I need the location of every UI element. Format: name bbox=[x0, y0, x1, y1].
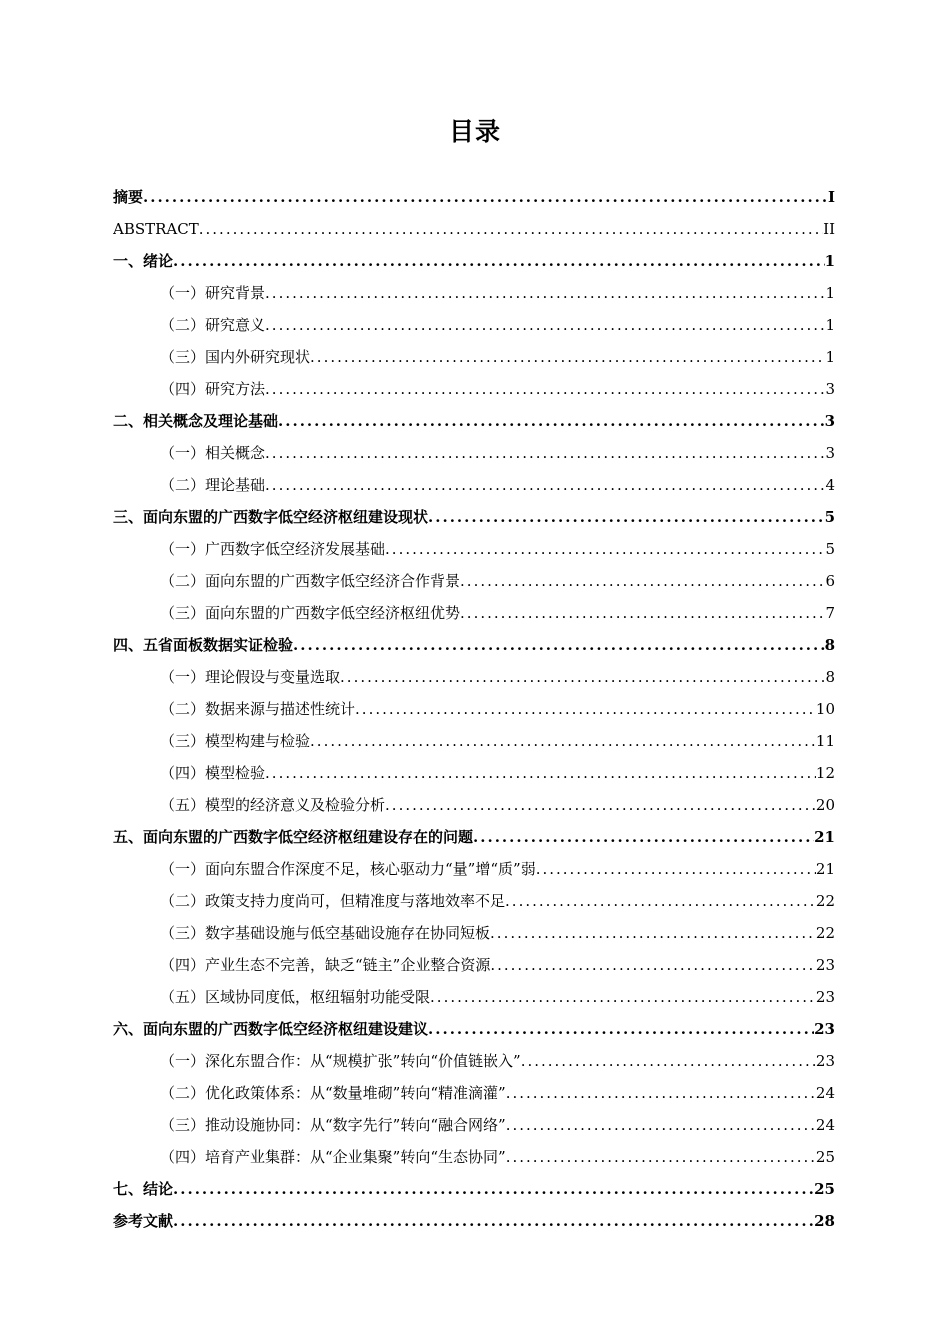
toc-entry[interactable] bbox=[113, 885, 835, 917]
toc-entry-number: （三） bbox=[160, 604, 206, 622]
toc-entry-number: （四） bbox=[160, 956, 206, 974]
toc-leader-dots bbox=[505, 885, 816, 917]
toc-entry-page: 25 bbox=[814, 1180, 835, 1198]
toc-entry-label: 广西数字低空经济发展基础 bbox=[205, 540, 386, 558]
toc-entry[interactable] bbox=[113, 629, 835, 661]
toc-entry[interactable] bbox=[113, 501, 835, 533]
toc-entry[interactable] bbox=[113, 789, 835, 821]
toc-leader-dots bbox=[173, 1173, 814, 1205]
toc-leader-dots bbox=[265, 277, 825, 309]
toc-leader-dots bbox=[490, 949, 816, 981]
toc-entry-number: （四） bbox=[160, 764, 206, 782]
toc-entry[interactable] bbox=[113, 277, 835, 309]
toc-entry-page: 7 bbox=[825, 604, 835, 622]
toc-leader-dots bbox=[265, 437, 825, 469]
toc-entry-label: 深化东盟合作：从“规模扩张”转向“价值链嵌入” bbox=[205, 1052, 521, 1070]
toc-entry-number: （一） bbox=[160, 1052, 206, 1070]
toc-leader-dots bbox=[199, 213, 823, 245]
toc-entry[interactable] bbox=[113, 949, 835, 981]
toc-entry-label: 面向东盟的广西数字低空经济枢纽建设现状 bbox=[143, 508, 429, 526]
toc-entry-number: （四） bbox=[160, 380, 206, 398]
toc-entry-label: 理论基础 bbox=[205, 476, 266, 494]
toc-entry-label: 模型构建与检验 bbox=[205, 732, 311, 750]
toc-entry-label: 参考文献 bbox=[113, 1212, 174, 1230]
toc-entry-page: 23 bbox=[815, 1052, 835, 1070]
toc-entry-page: 11 bbox=[815, 732, 835, 750]
toc-entry-number: （三） bbox=[160, 1116, 206, 1134]
toc-entry-page: 23 bbox=[815, 988, 835, 1006]
toc-leader-dots bbox=[385, 533, 825, 565]
toc-entry[interactable] bbox=[113, 853, 835, 885]
toc-leader-dots bbox=[143, 181, 828, 213]
toc-entry-label: 面向东盟的广西数字低空经济枢纽建设存在的问题 bbox=[143, 828, 474, 846]
toc-entry[interactable] bbox=[113, 725, 835, 757]
toc-entry-label: 模型的经济意义及检验分析 bbox=[205, 796, 386, 814]
toc-entry-number: （二） bbox=[160, 316, 206, 334]
toc-entry-page: II bbox=[823, 220, 835, 238]
toc-leader-dots bbox=[506, 1109, 816, 1141]
toc-entry-label: 五省面板数据实证检验 bbox=[143, 636, 294, 654]
toc-leader-dots bbox=[265, 757, 816, 789]
toc-leader-dots bbox=[310, 725, 816, 757]
toc-leader-dots bbox=[521, 1045, 816, 1077]
toc-entry-page: 21 bbox=[815, 860, 835, 878]
toc-entry[interactable] bbox=[113, 437, 835, 469]
toc-leader-dots bbox=[506, 1077, 816, 1109]
toc-entry[interactable] bbox=[113, 373, 835, 405]
toc-entry-page: 3 bbox=[824, 412, 835, 430]
toc-entry-label: 产业生态不完善，缺乏“链主”企业整合资源 bbox=[205, 956, 491, 974]
toc-leader-dots bbox=[490, 917, 816, 949]
toc-entry-label: 研究背景 bbox=[205, 284, 266, 302]
toc-entry-number: （一） bbox=[160, 540, 206, 558]
toc-entry-number: （五） bbox=[160, 796, 206, 814]
toc-entry[interactable] bbox=[113, 981, 835, 1013]
toc-entry-label: 数据来源与描述性统计 bbox=[205, 700, 356, 718]
toc-entry-page: 23 bbox=[815, 956, 835, 974]
toc-entry-number: （二） bbox=[160, 892, 206, 910]
toc-entry-number: 四、 bbox=[113, 636, 144, 654]
toc-entry-label: 研究方法 bbox=[205, 380, 266, 398]
toc-entry[interactable] bbox=[113, 565, 835, 597]
toc-entry[interactable] bbox=[113, 533, 835, 565]
toc-entry-page: 5 bbox=[825, 540, 835, 558]
toc-entry-label: 研究意义 bbox=[205, 316, 266, 334]
toc-entry-page: I bbox=[827, 188, 835, 206]
toc-entry[interactable] bbox=[113, 1173, 835, 1205]
toc-entry-label: 绪论 bbox=[143, 252, 174, 270]
toc-leader-dots bbox=[265, 373, 825, 405]
toc-leader-dots bbox=[428, 1013, 814, 1045]
toc-entry-page: 3 bbox=[825, 380, 835, 398]
toc-entry-number: （一） bbox=[160, 444, 206, 462]
toc-leader-dots bbox=[173, 245, 825, 277]
toc-entry-page: 5 bbox=[824, 508, 835, 526]
toc-entry-label: 优化政策体系：从“数量堆砌”转向“精准滴灌” bbox=[205, 1084, 506, 1102]
toc-entry-number: （三） bbox=[160, 732, 206, 750]
toc-entry[interactable] bbox=[113, 469, 835, 501]
toc-entry-page: 4 bbox=[825, 476, 835, 494]
toc-entry[interactable] bbox=[113, 405, 835, 437]
toc-leader-dots bbox=[430, 981, 816, 1013]
toc-entry-number: （三） bbox=[160, 924, 206, 942]
toc-leader-dots bbox=[293, 629, 825, 661]
toc-leader-dots bbox=[173, 1205, 814, 1237]
toc-entry[interactable] bbox=[113, 309, 835, 341]
toc-entry-number: （一） bbox=[160, 284, 206, 302]
toc-entry-page: 1 bbox=[825, 348, 835, 366]
table-of-contents bbox=[113, 181, 835, 1237]
toc-entry-label: 相关概念 bbox=[205, 444, 266, 462]
toc-leader-dots bbox=[355, 693, 816, 725]
toc-leader-dots bbox=[473, 821, 814, 853]
toc-entry-number: （一） bbox=[160, 668, 206, 686]
toc-entry-label: ABSTRACT bbox=[113, 220, 199, 238]
toc-leader-dots bbox=[385, 789, 816, 821]
toc-entry-label: 模型检验 bbox=[205, 764, 266, 782]
toc-leader-dots bbox=[460, 597, 825, 629]
toc-entry-number: 三、 bbox=[113, 508, 144, 526]
toc-entry-page: 8 bbox=[825, 668, 835, 686]
toc-entry-page: 24 bbox=[815, 1084, 835, 1102]
page-title: 目录 bbox=[448, 117, 501, 146]
toc-entry[interactable] bbox=[113, 661, 835, 693]
toc-entry-number: 七、 bbox=[113, 1180, 144, 1198]
toc-entry-number: （二） bbox=[160, 572, 206, 590]
toc-entry[interactable] bbox=[113, 821, 835, 853]
toc-entry[interactable] bbox=[113, 1013, 835, 1045]
toc-leader-dots bbox=[536, 853, 816, 885]
toc-entry-label: 理论假设与变量选取 bbox=[205, 668, 341, 686]
toc-entry[interactable] bbox=[113, 213, 835, 245]
toc-entry[interactable] bbox=[113, 1045, 835, 1077]
toc-entry-page: 25 bbox=[815, 1148, 835, 1166]
toc-entry-number: （五） bbox=[160, 988, 206, 1006]
toc-entry-page: 22 bbox=[815, 924, 835, 942]
toc-entry-number: 一、 bbox=[113, 252, 144, 270]
toc-entry-label: 政策支持力度尚可，但精准度与落地效率不足 bbox=[205, 892, 506, 910]
toc-entry-label: 面向东盟的广西数字低空经济枢纽优势 bbox=[205, 604, 461, 622]
toc-leader-dots bbox=[460, 565, 825, 597]
toc-entry-label: 面向东盟的广西数字低空经济枢纽建设建议 bbox=[143, 1020, 429, 1038]
toc-entry-number: （二） bbox=[160, 476, 206, 494]
toc-entry[interactable] bbox=[113, 341, 835, 373]
toc-entry[interactable] bbox=[113, 693, 835, 725]
toc-entry-label: 结论 bbox=[143, 1180, 174, 1198]
toc-entry[interactable] bbox=[113, 1205, 835, 1237]
toc-entry-page: 24 bbox=[815, 1116, 835, 1134]
toc-leader-dots bbox=[265, 469, 825, 501]
toc-entry-page: 28 bbox=[814, 1212, 835, 1230]
toc-entry-page: 22 bbox=[815, 892, 835, 910]
toc-entry[interactable] bbox=[113, 1077, 835, 1109]
toc-entry-label: 培育产业集群：从“企业集聚”转向“生态协同” bbox=[205, 1148, 506, 1166]
toc-leader-dots bbox=[428, 501, 825, 533]
toc-entry-page: 12 bbox=[815, 764, 835, 782]
toc-entry-number: 五、 bbox=[113, 828, 144, 846]
toc-leader-dots bbox=[506, 1141, 816, 1173]
toc-entry-label: 摘要 bbox=[113, 188, 144, 206]
toc-entry-page: 20 bbox=[815, 796, 835, 814]
toc-entry-label: 国内外研究现状 bbox=[205, 348, 311, 366]
toc-entry-label: 数字基础设施与低空基础设施存在协同短板 bbox=[205, 924, 491, 942]
toc-entry[interactable] bbox=[113, 597, 835, 629]
toc-entry-page: 1 bbox=[825, 284, 835, 302]
toc-leader-dots bbox=[340, 661, 825, 693]
toc-entry-label: 区域协同度低，枢纽辐射功能受限 bbox=[205, 988, 431, 1006]
toc-entry-number: （二） bbox=[160, 1084, 206, 1102]
toc-entry-label: 推动设施协同：从“数字先行”转向“融合网络” bbox=[205, 1116, 506, 1134]
toc-entry-page: 8 bbox=[824, 636, 835, 654]
toc-entry-page: 1 bbox=[825, 316, 835, 334]
toc-entry-number: 二、 bbox=[113, 412, 144, 430]
toc-entry-page: 21 bbox=[814, 828, 835, 846]
toc-entry-number: （一） bbox=[160, 860, 206, 878]
toc-entry[interactable] bbox=[113, 1109, 835, 1141]
toc-leader-dots bbox=[278, 405, 825, 437]
toc-entry[interactable] bbox=[113, 181, 835, 213]
toc-entry-page: 23 bbox=[814, 1020, 835, 1038]
toc-entry-label: 面向东盟的广西数字低空经济合作背景 bbox=[205, 572, 461, 590]
toc-entry-number: （三） bbox=[160, 348, 206, 366]
toc-entry[interactable] bbox=[113, 757, 835, 789]
toc-entry-number: （四） bbox=[160, 1148, 206, 1166]
toc-entry-number: （二） bbox=[160, 700, 206, 718]
toc-entry[interactable] bbox=[113, 1141, 835, 1173]
toc-leader-dots bbox=[310, 341, 825, 373]
toc-entry-number: 六、 bbox=[113, 1020, 144, 1038]
toc-entry[interactable] bbox=[113, 917, 835, 949]
toc-entry-page: 1 bbox=[824, 252, 835, 270]
toc-entry-label: 面向东盟合作深度不足，核心驱动力“量”增“质”弱 bbox=[205, 860, 536, 878]
toc-entry-page: 6 bbox=[825, 572, 835, 590]
toc-leader-dots bbox=[265, 309, 825, 341]
toc-entry[interactable] bbox=[113, 245, 835, 277]
toc-entry-page: 3 bbox=[825, 444, 835, 462]
toc-entry-label: 相关概念及理论基础 bbox=[143, 412, 279, 430]
toc-entry-page: 10 bbox=[815, 700, 835, 718]
